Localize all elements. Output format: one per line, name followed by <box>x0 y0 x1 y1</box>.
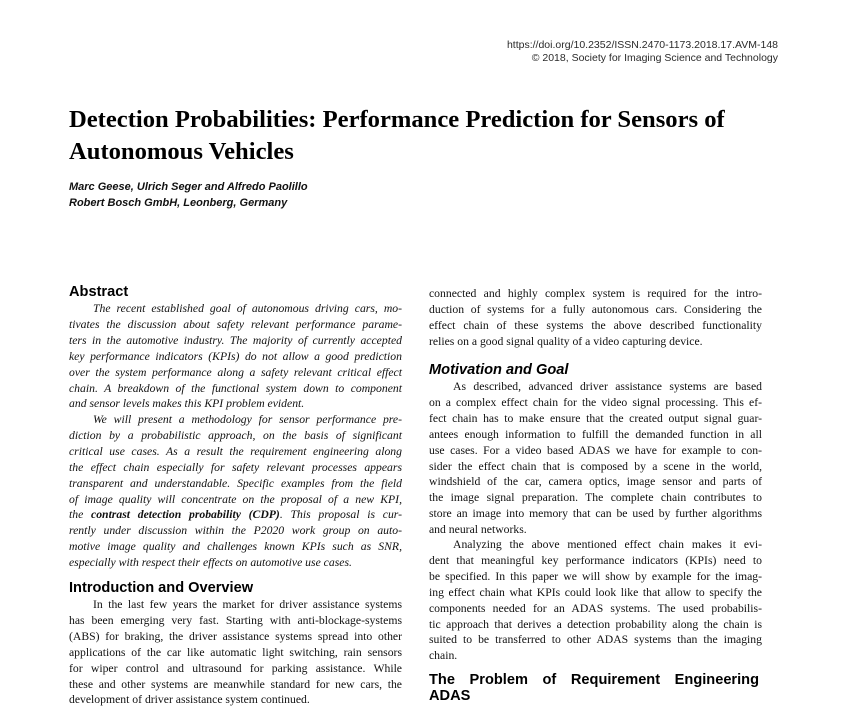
doi-header <box>507 39 778 64</box>
abstract-paragraph <box>69 301 402 412</box>
text-line: (ABS) for braking, the driver assistance systems spread into other <box>69 629 402 643</box>
text-line: tivates the discussion about safety relevant performance parame- <box>69 317 402 331</box>
introduction-paragraph <box>69 597 402 708</box>
section-heading-abstract: Abstract <box>69 284 129 300</box>
text-line: has been emerging very fast. Starting with anti-blockage-systems <box>69 613 402 627</box>
text-line: effect chain of these systems the above described functionality <box>429 318 762 332</box>
motivation-paragraph <box>429 537 762 664</box>
text-line: duction of systems for a fully autonomous cars. Considering the <box>429 302 762 316</box>
heading-line: ADAS <box>429 688 471 704</box>
text-line: antees enough information to fulfill the demanded function in all <box>429 427 762 441</box>
text-line: key performance indicators (KPIs) do not allow a good prediction <box>69 349 402 363</box>
text-line: The recent established goal of autonomous driving cars, mo- <box>93 302 402 315</box>
text-line: We will present a methodology for sensor performance pre- <box>93 413 402 426</box>
text-line: chain. A breakdown of the functional system down to component <box>69 381 402 395</box>
text-line: diction by a probabilistic approach, on the basis of significant <box>69 428 402 442</box>
doi-link[interactable]: https://doi.org/10.2352/ISSN.2470-1173.2018.17.AVM-148 <box>506 39 778 51</box>
text-fragment: the <box>69 508 92 522</box>
text-line: relies on a good signal quality of a video capturing device. <box>429 334 703 348</box>
title-line: Autonomous Vehicles <box>69 138 294 165</box>
text-line: be specified. In this paper we will show by example for the imag- <box>429 569 762 583</box>
text-fragment: . This proposal is cur- <box>279 508 402 522</box>
text-line: tic approach that derives a detection probability along the chain is <box>429 617 762 631</box>
text-line: Analyzing the above mentioned effect chain makes it evi- <box>453 538 762 551</box>
text-line: especially with respect their effects on automotive use cases. <box>69 556 352 570</box>
text-line <box>69 507 402 523</box>
text-line: sider the effect chain that is composed by a scene in the world, <box>429 459 762 473</box>
text-line: rently under discussion within the P2020 work group on auto- <box>69 524 402 538</box>
heading-line: The Problem of Requirement Engineering <box>429 672 759 688</box>
text-line: for wiper control and ultrasound for parking assistance. While <box>69 661 402 675</box>
text-line: motive image quality and challenges known KPIs such as SNR, <box>69 540 402 554</box>
cdp-term: contrast detection probability (CDP) <box>91 508 280 522</box>
text-line: and neural networks. <box>429 523 527 537</box>
text-line: the image signal preparation. The complete chain contributes to <box>429 491 762 505</box>
text-line: over the system performance along a safety relevant critical effect <box>69 365 402 379</box>
text-line: connected and highly complex system is required for the intro- <box>429 287 762 300</box>
text-line: critical use cases. As a result the requirement engineering along <box>69 444 402 458</box>
text-line: store an image into memory that can be used by further algorithms <box>429 507 762 521</box>
abstract-paragraph <box>69 412 402 571</box>
section-heading-problem <box>429 672 759 704</box>
text-line: development of driver assistance system continued. <box>69 693 310 707</box>
text-line: windshield of the car, camera optics, image sensor and parts of <box>429 475 762 489</box>
text-line: ing effect chain what KPIs could look like that allow to specify the <box>429 585 762 599</box>
author-affiliation: Robert Bosch GmbH, Leonberg, Germany <box>69 197 288 209</box>
text-line: on a complex effect chain for the video signal processing. This ef- <box>429 395 762 409</box>
text-line: of image quality will concentrate on the proposal of a new KPI, <box>69 492 402 506</box>
text-line: use cases. For a video based ADAS we have for example to con- <box>429 443 762 457</box>
text-line: In the last few years the market for driver assistance systems <box>93 598 402 611</box>
title-line: Detection Probabilities: Performance Prediction for Sensors of <box>69 106 725 133</box>
text-line: components needed for an ADAS systems. The used probabilis- <box>429 601 762 615</box>
motivation-paragraph <box>429 379 762 538</box>
text-line: dent that meaningful key performance indicators (KPIs) need to <box>429 553 762 567</box>
paper-title <box>69 104 789 168</box>
text-line: these and other systems are meanwhile standard for new cars, the <box>69 677 402 691</box>
text-line: As described, advanced driver assistance systems are based <box>453 380 762 393</box>
text-line: and sensor levels makes this KPI problem evident. <box>69 397 305 411</box>
text-line: applications of the car like automatic light switching, rain sensors <box>69 645 402 659</box>
text-line: transparent and understandable. Specific examples from the field <box>69 476 402 490</box>
text-line: suited to be transferred to other ADAS systems than the imaging <box>429 633 762 647</box>
text-line: chain. <box>429 649 458 663</box>
text-line: ters in the automotive industry. The majority of currently accepted <box>69 333 402 347</box>
copyright-notice: © 2018, Society for Imaging Science and Technology <box>531 51 778 64</box>
text-line: fect chain has to make ensure that the created output signal guar- <box>429 411 762 425</box>
section-heading-motivation: Motivation and Goal <box>429 362 569 378</box>
body-paragraph <box>429 286 762 350</box>
author-block <box>69 179 308 211</box>
text-line: the effect chain especially for safety relevant processes appears <box>69 460 402 474</box>
author-names: Marc Geese, Ulrich Seger and Alfredo Paolillo <box>69 181 308 193</box>
section-heading-introduction: Introduction and Overview <box>69 580 254 596</box>
